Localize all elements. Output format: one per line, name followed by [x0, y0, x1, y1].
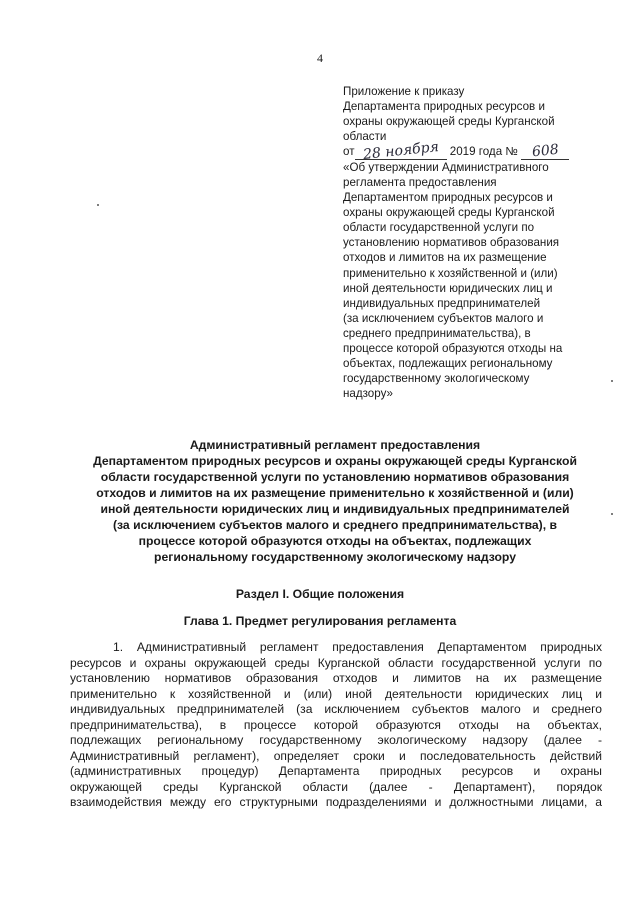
handwritten-date: 28 ноября: [361, 139, 440, 164]
appendix-subject-line: объектах, подлежащих региональному: [343, 356, 553, 370]
paragraph-line: 1. Административный регламент предоставления Департаментом природных: [113, 640, 602, 654]
title-line: области государственной услуги по установлению нормативов образования: [100, 470, 570, 484]
document-title: [50, 437, 620, 565]
appendix-subject-line: применительно к хозяйственной и (или): [343, 266, 558, 280]
paragraph-1: [70, 640, 602, 811]
appendix-subject-line: охраны окружающей среды Курганской: [343, 206, 555, 220]
paragraph-line: установлению нормативов образования отходов и лимитов на их размещение: [70, 671, 602, 686]
paragraph-line: взаимодействия между его структурными подразделениями и должностными лицами, а: [70, 795, 602, 810]
appendix-subject-line: надзору»: [343, 386, 393, 400]
paragraph-line: применительно к хозяйственной и (или) иной деятельности юридических лиц и: [70, 686, 602, 701]
appendix-subject-line: среднего предпринимательства), в: [343, 326, 531, 340]
appendix-subject-line: процессе которой образуются отходы на: [343, 341, 563, 355]
title-line: (за исключением субъектов малого и среднего предпринимательства), в: [112, 518, 558, 532]
appendix-subject-line: отходов и лимитов на их размещение: [343, 251, 547, 265]
title-line: иной деятельности юридических лиц и индивидуальных предпринимателей: [100, 502, 570, 516]
scan-speck: [97, 204, 99, 206]
paragraph-line: окружающей среды Курганской области (далее - Департамент), порядок: [70, 779, 602, 794]
title-line: процессе которой образуются отходы на объектах, подлежащих: [138, 534, 532, 548]
appendix-subject-line: регламента предоставления: [343, 176, 497, 190]
paragraph-line: индивидуальных предпринимателей (за исключением субъектов малого и среднего: [70, 702, 602, 717]
paragraph-line: (административных процедур) Департамента природных ресурсов и охраны: [70, 764, 602, 779]
handwritten-order-number: 608: [530, 141, 560, 161]
appendix-subject-line: государственному экологическому: [343, 371, 530, 385]
title-line: отходов и лимитов на их размещение применительно к хозяйственной и (или): [96, 486, 574, 500]
order-date-field: [355, 139, 447, 164]
appendix-line: области: [343, 130, 387, 144]
appendix-block: [343, 84, 598, 401]
title-line: региональному государственному экологическому надзору: [154, 550, 516, 564]
page-number: 4: [317, 51, 323, 65]
paragraph-line: предпринимательства), в процессе которой образуются отходы на объектах,: [70, 717, 602, 732]
chapter-heading: Глава 1. Предмет регулирования регламента: [183, 614, 457, 628]
order-number-field: [521, 141, 569, 161]
appendix-line: охраны окружающей среды Курганской: [343, 115, 555, 129]
appendix-subject-line: индивидуальных предпринимателей: [343, 296, 541, 310]
appendix-line: Департамента природных ресурсов и: [343, 100, 545, 114]
scan-speck: [611, 380, 613, 382]
order-line: [343, 139, 598, 164]
order-year-text: 2019 года №: [449, 145, 518, 159]
appendix-subject-line: Департаментом природных ресурсов и: [343, 191, 553, 205]
appendix-subject-line: (за исключением субъектов малого и: [343, 311, 544, 325]
order-prefix: от: [343, 145, 355, 159]
appendix-line: Приложение к приказу: [343, 85, 465, 98]
appendix-subject-line: «Об утверждении Административного: [343, 161, 549, 175]
paragraph-line: ресурсов и охраны окружающей среды Курганской области государственной услуги по: [70, 655, 602, 670]
paragraph-line: Административный регламент), определяет сроки и последовательность действий: [70, 748, 602, 763]
appendix-subject-line: установлению нормативов образования: [343, 236, 560, 250]
appendix-subject-line: иной деятельности юридических лиц и: [343, 281, 553, 295]
title-line: Департаментом природных ресурсов и охраны окружающей среды Курганской: [93, 454, 577, 468]
appendix-subject-line: области государственной услуги по: [343, 221, 535, 235]
title-line: Административный регламент предоставления: [189, 438, 481, 452]
section-heading: Раздел I. Общие положения: [235, 587, 405, 601]
paragraph-line: подлежащих региональному государственному экологическому надзору (далее -: [70, 733, 602, 748]
